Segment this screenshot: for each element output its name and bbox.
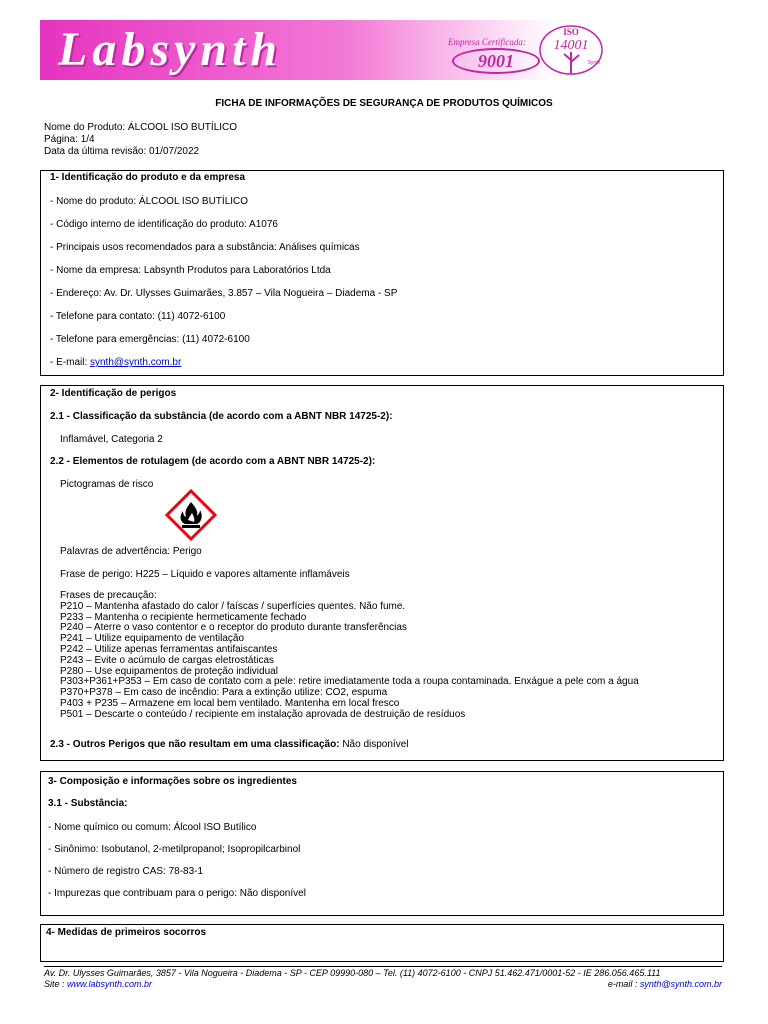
list-item: P233 – Mantenha o recipiente hermeticamente fechado [60, 611, 307, 623]
section-3-1-heading: 3.1 - Substância: [48, 798, 128, 809]
list-item: P403 + P235 – Armazene em local bem ventilado. Mantenha em local fresco [60, 697, 400, 709]
section-2-2-heading: 2.2 - Elementos de rotulagem (de acordo com a ABNT NBR 14725-2): [50, 456, 376, 467]
classification: Inflamável, Categoria 2 [60, 434, 163, 445]
list-item: P370+P378 – Em caso de incêndio: Para a extinção utilize: CO2, espuma [60, 687, 388, 699]
flame-icon [165, 489, 217, 541]
contact-phone: - Telefone para contato: (11) 4072-6100 [50, 311, 226, 322]
email-label: - E-mail: [50, 357, 90, 368]
cas-number: - Número de registro CAS: 78-83-1 [48, 866, 204, 877]
iso-number-text: 14001 [553, 38, 589, 53]
iso-top-text: ISO [563, 27, 579, 37]
hazard-phrase: Frase de perigo: H225 – Líquido e vapores altamente inflamáveis [60, 569, 350, 580]
revision-line: Data da última revisão: 01/07/2022 [44, 146, 200, 157]
company-name: - Nome da empresa: Labsynth Produtos para Laboratórios Ltda [50, 265, 331, 276]
email-link[interactable]: synth@synth.com.br [90, 357, 182, 368]
precaution-label: Frases de precaução: [60, 590, 157, 601]
footer-site [44, 979, 152, 990]
product-name: - Nome do produto: ÁLCOOL ISO BUTÍLICO [50, 196, 249, 207]
document-title: FICHA DE INFORMAÇÕES DE SEGURANÇA DE PRODUTOS QUÍMICOS [215, 98, 553, 109]
list-item: P240 – Aterre o vaso contentor e o receptor do produto durante transferências [60, 622, 407, 634]
internal-code: - Código interno de identificação do produto: A1076 [50, 219, 278, 230]
iso-9001-seal [452, 48, 540, 74]
list-item: P210 – Mantenha afastado do calor / faíscas / superfícies quentes. Não fume. [60, 600, 406, 612]
section-2-3-value: Não disponível [339, 739, 409, 750]
header-banner [40, 20, 726, 80]
signal-word: Palavras de advertência: Perigo [60, 546, 202, 557]
site-link[interactable]: www.labsynth.com.br [67, 979, 153, 989]
footer-email [608, 979, 722, 990]
impurities: - Impurezas que contribuam para o perigo: Não disponível [48, 888, 306, 899]
emergency-phone: - Telefone para emergências: (11) 4072-6100 [50, 334, 250, 345]
synonym: - Sinônimo: Isobutanol, 2-metilpropanol; Isopropilcarbinol [48, 844, 301, 855]
certified-label: Empresa Certificada: [448, 37, 526, 47]
section-2-3-heading: 2.3 - Outros Perigos que não resultam em uma classificação: [50, 739, 340, 750]
site-label: Site : [44, 979, 68, 989]
iso-14001-badge [536, 22, 606, 78]
list-item: P243 – Evite o acúmulo de cargas eletrostáticas [60, 654, 275, 666]
section-1-heading: 1- Identificação do produto e da empresa [50, 172, 246, 183]
section-3-heading: 3- Composição e informações sobre os ingredientes [48, 776, 297, 787]
list-item: P242 – Utilize apenas ferramentas antifaiscantes [60, 643, 278, 655]
section-2-1-heading: 2.1 - Classificação da substância (de acordo com a ABNT NBR 14725-2): [50, 411, 393, 422]
pictograms-label: Pictogramas de risco [60, 479, 154, 490]
list-item: P280 – Use equipamentos de proteção individual [60, 665, 278, 677]
list-item: P241 – Utilize equipamento de ventilação [60, 633, 245, 645]
document-meta [44, 122, 237, 158]
footer-email-link[interactable]: synth@synth.com.br [639, 979, 722, 989]
section-4-heading: 4- Medidas de primeiros socorros [46, 927, 207, 938]
chemical-name: - Nome químico ou comum: Álcool ISO Butílico [48, 822, 257, 833]
seal-text: 9001 [478, 50, 514, 71]
section-2-3-line [50, 739, 408, 750]
footer-links [44, 979, 722, 990]
logo: Labsynth [58, 23, 283, 76]
email-line [50, 357, 181, 368]
footer [44, 966, 722, 990]
footer-address: Av. Dr. Ulysses Guimarães, 3857 - Vila Nogueira - Diadema - SP - CEP 09990-080 – Tel. (11) 4072-6100 - CNPJ 51.462.471/0001-52 - IE 286.056.465.111 [44, 968, 661, 978]
iso-small-text: Synth [587, 60, 601, 66]
list-item: P501 – Descarte o conteúdo / recipiente em instalação aprovada de destruição de resíduos [60, 708, 466, 720]
list-item: P303+P361+P353 – Em caso de contato com a pele: retire imediatamente toda a roupa contaminada. Enxágue a pele com a água [60, 676, 639, 688]
product-line: Nome do Produto: ÁLCOOL ISO BUTÍLICO [44, 122, 238, 133]
recommended-uses: - Principais usos recomendados para a substância: Análises químicas [50, 242, 360, 253]
footer-email-label: e-mail : [607, 979, 640, 989]
precaution-list [60, 591, 639, 721]
company-address: - Endereço: Av. Dr. Ulysses Guimarães, 3.857 – Vila Nogueira – Diadema - SP [50, 288, 398, 299]
page-line: Página: 1/4 [44, 134, 95, 145]
section-2-heading: 2- Identificação de perigos [50, 388, 177, 399]
